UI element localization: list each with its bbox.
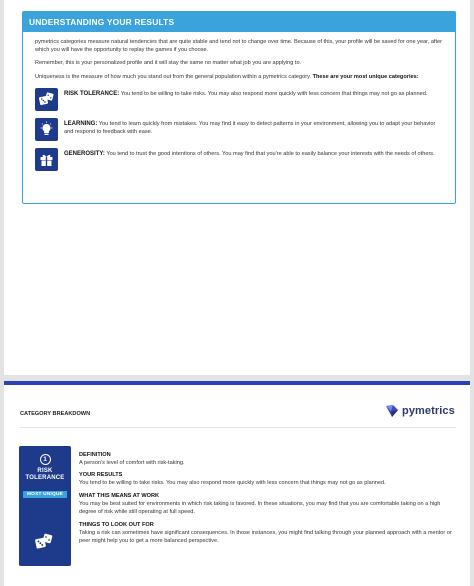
section-your-results: YOUR RESULTS You tend to be willing to take risks. You may also respond more quickly with less concern that things may not go as planned. [79,472,386,487]
category-risk-tolerance: RISK TOLERANCE: You tend to be willing to take risks. You may also respond more quickly with less concern that things may not go as planned. [35,88,443,111]
section-look-out-for: THINGS TO LOOK OUT FOR Taking a risk can sometimes have significant consequences. In those instances, you might find talking through your planned approach with a mentor or peer might help you to get a more balanced perspective. [79,521,452,545]
pymetrics-logo-icon [385,404,399,418]
results-reminder-paragraph: Remember, this is your personalized profile and it will stay the same no matter what job you are applying to. [35,60,302,67]
badge-number: 1 [40,454,51,465]
section-at-work: WHAT THIS MEANS AT WORK You may be best suited for environments in which risk taking is favored. In these situations, you may find that you are comfortable taking on a high degree of risk while still operating at full speed. [79,492,441,516]
category-learning: LEARNING: You tend to learn quickly from mistakes. You may find it easy to detect patterns in your environment, allowing you to adapt your behavior and respond to feedback with ease. [35,118,443,141]
lightbulb-icon [35,118,58,141]
dice-icon [34,532,54,552]
header-bar [4,381,470,385]
section-definition: DEFINITION A person's level of comfort with risk-taking. [79,452,185,466]
category-breakdown-page [4,381,470,586]
most-unique-tag: MOST UNIQUE [23,491,67,498]
risk-tolerance-badge [19,446,71,566]
breakdown-sections [79,451,459,549]
results-page [4,0,470,375]
dice-icon [35,88,58,111]
uniqueness-paragraph: Uniqueness is the measure of how much you stand out from the general population within a pymetrics category. These are your most unique categories: [35,73,419,80]
results-heading: UNDERSTANDING YOUR RESULTS [23,12,455,32]
divider [20,427,456,428]
breakdown-title: CATEGORY BREAKDOWN [20,411,91,417]
pymetrics-logo [385,404,455,418]
logo-wordmark: pymetrics [402,405,455,417]
results-intro-paragraph: pymetrics categories measure natural tendencies that are quite stable and tend not to change over time. Because of this, your profile will be saved for one year, after which you will have the opportunity to replay the games if you choose. [35,39,443,53]
gift-icon [35,148,58,171]
results-card [22,11,456,204]
badge-title: RISK TOLERANCE [25,468,65,481]
category-generosity: GENEROSITY: You tend to trust the good intentions of others. You may find that you're able to easily balance your interests with the needs of others. [35,148,443,171]
